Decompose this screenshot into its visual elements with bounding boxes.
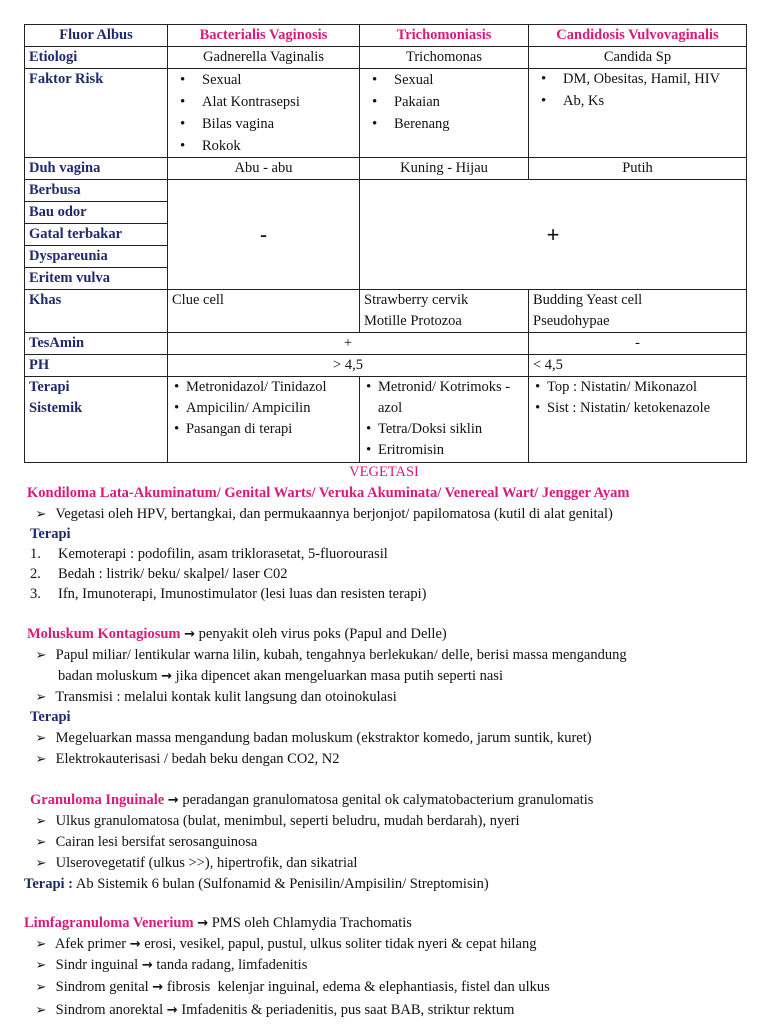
list-item: • Rokok: [172, 135, 355, 157]
fluor-albus-table: [24, 24, 747, 463]
list-item-continuation: [58, 666, 503, 687]
symptom-bv-value: -: [168, 180, 360, 290]
list-item: [30, 584, 426, 604]
list-item: [30, 832, 257, 853]
item-text: Ab Sistemik 6 bulan (Sulfonamid & Penisilin/Ampisilin/ Streptomisin): [75, 876, 489, 892]
arrowhead-bullet-icon: ➢: [35, 648, 47, 663]
table-cell: [360, 290, 529, 333]
arrowhead-bullet-icon: ➢: [35, 690, 47, 705]
arrowhead-bullet-icon: ➢: [35, 731, 47, 746]
arrowhead-bullet-icon: ➢: [35, 507, 47, 522]
right-arrow-icon: →: [167, 793, 179, 808]
row-label: Berbusa: [25, 180, 168, 202]
item-text: Megeluarkan massa mengandung badan moluskum (ekstraktor komedo, jarum suntik, kuret): [55, 730, 592, 746]
list-item: • Pasangan di terapi: [172, 419, 355, 440]
cell-line: Motille Protozoa: [364, 313, 462, 329]
table-row: [25, 69, 747, 158]
bullet-list: [172, 377, 355, 440]
item-number: 3.: [30, 586, 41, 602]
section-title: VEGETASI: [349, 464, 419, 480]
table-cell: [529, 69, 747, 158]
list-item: [30, 977, 550, 998]
bullet-list: [364, 377, 524, 461]
table-row: [25, 377, 747, 463]
list-item: [30, 749, 340, 770]
list-item: • Sist : Nistatin/ ketokenazole: [533, 398, 742, 419]
list-item: [30, 544, 388, 564]
kondiloma-heading: Kondiloma Lata-Akuminatum/ Genital Warts/ Veruka Akuminata/ Venereal Wart/ Jengger Ayam: [27, 485, 630, 501]
list-item: • Tetra/Doksi siklin: [364, 419, 524, 440]
terapi-label: Terapi: [30, 709, 71, 725]
limfa-desc: PMS oleh Chlamydia Trachomatis: [211, 915, 412, 931]
arrowhead-bullet-icon: ➢: [35, 937, 47, 952]
item-text: tanda radang, limfadenitis: [156, 957, 308, 973]
list-item: • DM, Obesitas, Hamil, HIV: [533, 69, 742, 90]
table-cell: [168, 377, 360, 463]
item-text: Vegetasi oleh HPV, bertangkai, dan permukaannya berjonjot/ papilomatosa (kutil di alat genital): [55, 506, 613, 522]
arrowhead-bullet-icon: ➢: [35, 835, 47, 850]
list-item: • Pakaian: [364, 91, 524, 113]
table-cell: Kuning - Hijau: [360, 158, 529, 180]
item-text: Elektrokauterisasi / bedah beku dengan CO2, N2: [55, 751, 340, 767]
arrowhead-bullet-icon: ➢: [35, 856, 47, 871]
cell-line: Strawberry cervik: [364, 292, 469, 308]
list-item: • Ampicilin/ Ampicilin: [172, 398, 355, 419]
item-text: Transmisi : melalui kontak kulit langsung dan otoinokulasi: [55, 689, 397, 705]
table-cell: [529, 290, 747, 333]
header-cell: Candidosis Vulvovaginalis: [529, 25, 747, 47]
arrowhead-bullet-icon: ➢: [35, 958, 47, 973]
list-item: [30, 811, 520, 832]
item-text: Afek primer: [54, 936, 127, 952]
right-arrow-icon: →: [184, 627, 196, 642]
table-row: [25, 47, 747, 69]
moluskum-desc: penyakit oleh virus poks (Papul and Delle): [198, 626, 447, 642]
symptom-other-value: +: [360, 180, 747, 290]
granuloma-terapi-line: [24, 874, 489, 894]
table-cell: Trichomonas: [360, 47, 529, 69]
item-text: Kemoterapi : podofilin, asam triklorasetat, 5-fluorourasil: [58, 546, 388, 562]
table-cell: Gadnerella Vaginalis: [168, 47, 360, 69]
table-cell: Putih: [529, 158, 747, 180]
table-row: [25, 333, 747, 355]
table-row: [25, 158, 747, 180]
row-label: Duh vagina: [25, 158, 168, 180]
moluskum-heading: Moluskum Kontagiosum: [27, 626, 181, 642]
row-label: Dyspareunia: [25, 246, 168, 268]
item-text: Imfadenitis & periadenitis, pus saat BAB, striktur rektum: [177, 1002, 515, 1018]
table-cell: < 4,5: [529, 355, 747, 377]
list-item: • Alat Kontrasepsi: [172, 91, 355, 113]
arrowhead-bullet-icon: ➢: [35, 1003, 47, 1018]
table-cell: -: [529, 333, 747, 355]
bullet-list: [533, 69, 742, 112]
row-label: Faktor Risk: [25, 69, 168, 158]
list-item: • Sexual: [172, 69, 355, 91]
table-cell: Clue cell: [168, 290, 360, 333]
list-item: • Ab, Ks: [533, 90, 742, 112]
terapi-label: Terapi: [30, 526, 71, 542]
right-arrow-icon: →: [161, 669, 173, 684]
bullet-list: [172, 69, 355, 157]
item-text: Ulkus granulomatosa (bulat, menimbul, seperti beludru, mudah berdarah), nyeri: [55, 813, 520, 829]
terapi-label: Terapi :: [24, 876, 74, 892]
list-item: • Sexual: [364, 69, 524, 91]
list-item: [30, 504, 613, 525]
row-label: Bau odor: [25, 202, 168, 224]
item-text: badan moluskum: [58, 668, 158, 684]
table-cell: Abu - abu: [168, 158, 360, 180]
item-text: Sindr inguinal: [55, 957, 139, 973]
granuloma-desc: peradangan granulomatosa genital ok calymatobacterium granulomatis: [182, 792, 594, 808]
row-label: Khas: [25, 290, 168, 333]
right-arrow-icon: →: [197, 916, 209, 931]
list-item: [30, 853, 357, 874]
row-label-line: Terapi: [29, 379, 70, 395]
table-cell: > 4,5: [168, 355, 529, 377]
bullet-list: [364, 69, 524, 135]
list-item: [30, 1000, 514, 1021]
arrowhead-bullet-icon: ➢: [35, 980, 47, 995]
header-cell: Fluor Albus: [25, 25, 168, 47]
item-text: Cairan lesi bersifat serosanguinosa: [55, 834, 258, 850]
list-item: • Berenang: [364, 113, 524, 135]
item-text: erosi, vesikel, papul, pustul, ulkus soliter tidak nyeri & cepat hilang: [144, 936, 537, 952]
table-row: [25, 355, 747, 377]
item-text: fibrosis kelenjar inguinal, edema & elephantiasis, fistel dan ulkus: [163, 979, 550, 995]
moluskum-heading-line: [27, 624, 447, 645]
right-arrow-icon: →: [129, 937, 141, 952]
cell-line: Pseudohypae: [533, 313, 610, 329]
granuloma-heading: Granuloma Inguinale: [30, 792, 165, 808]
arrowhead-bullet-icon: ➢: [35, 752, 47, 767]
limfa-heading-line: [24, 913, 412, 934]
item-text: Bedah : listrik/ beku/ skalpel/ laser C02: [58, 566, 288, 582]
limfa-heading: Limfagranuloma Venerium: [24, 915, 194, 931]
list-item: [30, 955, 307, 976]
row-label: Etiologi: [25, 47, 168, 69]
row-label: PH: [25, 355, 168, 377]
row-label: TesAmin: [25, 333, 168, 355]
table-row: [25, 180, 747, 202]
list-item: • Eritromisin: [364, 440, 524, 461]
list-item: [30, 728, 592, 749]
right-arrow-icon: →: [166, 1003, 178, 1018]
list-item: [30, 645, 627, 666]
list-item: • Top : Nistatin/ Mikonazol: [533, 377, 742, 398]
list-item: • Bilas vagina: [172, 113, 355, 135]
item-text: Sindrom anorektal: [55, 1002, 164, 1018]
item-text: Papul miliar/ lentikular warna lilin, kubah, tengahnya berlekukan/ delle, berisi massa mengandung: [55, 647, 627, 663]
right-arrow-icon: →: [152, 980, 164, 995]
item-number: 1.: [30, 546, 41, 562]
row-label: Gatal terbakar: [25, 224, 168, 246]
list-item: • Metronidazol/ Tinidazol: [172, 377, 355, 398]
table-cell: [360, 377, 529, 463]
row-label-line: Sistemik: [29, 400, 83, 416]
list-item: • Metronid/ Kotrimoks - azol: [364, 377, 524, 419]
item-text: Sindrom genital: [55, 979, 149, 995]
table-cell: [529, 377, 747, 463]
header-cell: Trichomoniasis: [360, 25, 529, 47]
table-row: [25, 290, 747, 333]
list-item: [30, 934, 536, 955]
table-cell: Candida Sp: [529, 47, 747, 69]
list-item: [30, 687, 397, 708]
table-cell: [360, 69, 529, 158]
table-cell: [168, 69, 360, 158]
arrowhead-bullet-icon: ➢: [35, 814, 47, 829]
list-item: [30, 564, 288, 584]
granuloma-heading-line: [30, 790, 593, 811]
item-number: 2.: [30, 566, 41, 582]
row-label: Eritem vulva: [25, 268, 168, 290]
table-header-row: [25, 25, 747, 47]
table-cell: +: [168, 333, 529, 355]
item-text: Ifn, Imunoterapi, Imunostimulator (lesi luas dan resisten terapi): [58, 586, 427, 602]
cell-line: Budding Yeast cell: [533, 292, 643, 308]
right-arrow-icon: →: [141, 958, 153, 973]
item-text: Ulserovegetatif (ulkus >>), hipertrofik, dan sikatrial: [55, 855, 358, 871]
item-text: jika dipencet akan mengeluarkan masa putih seperti nasi: [175, 668, 503, 684]
bullet-list: [533, 377, 742, 419]
row-label: [25, 377, 168, 463]
header-cell: Bacterialis Vaginosis: [168, 25, 360, 47]
